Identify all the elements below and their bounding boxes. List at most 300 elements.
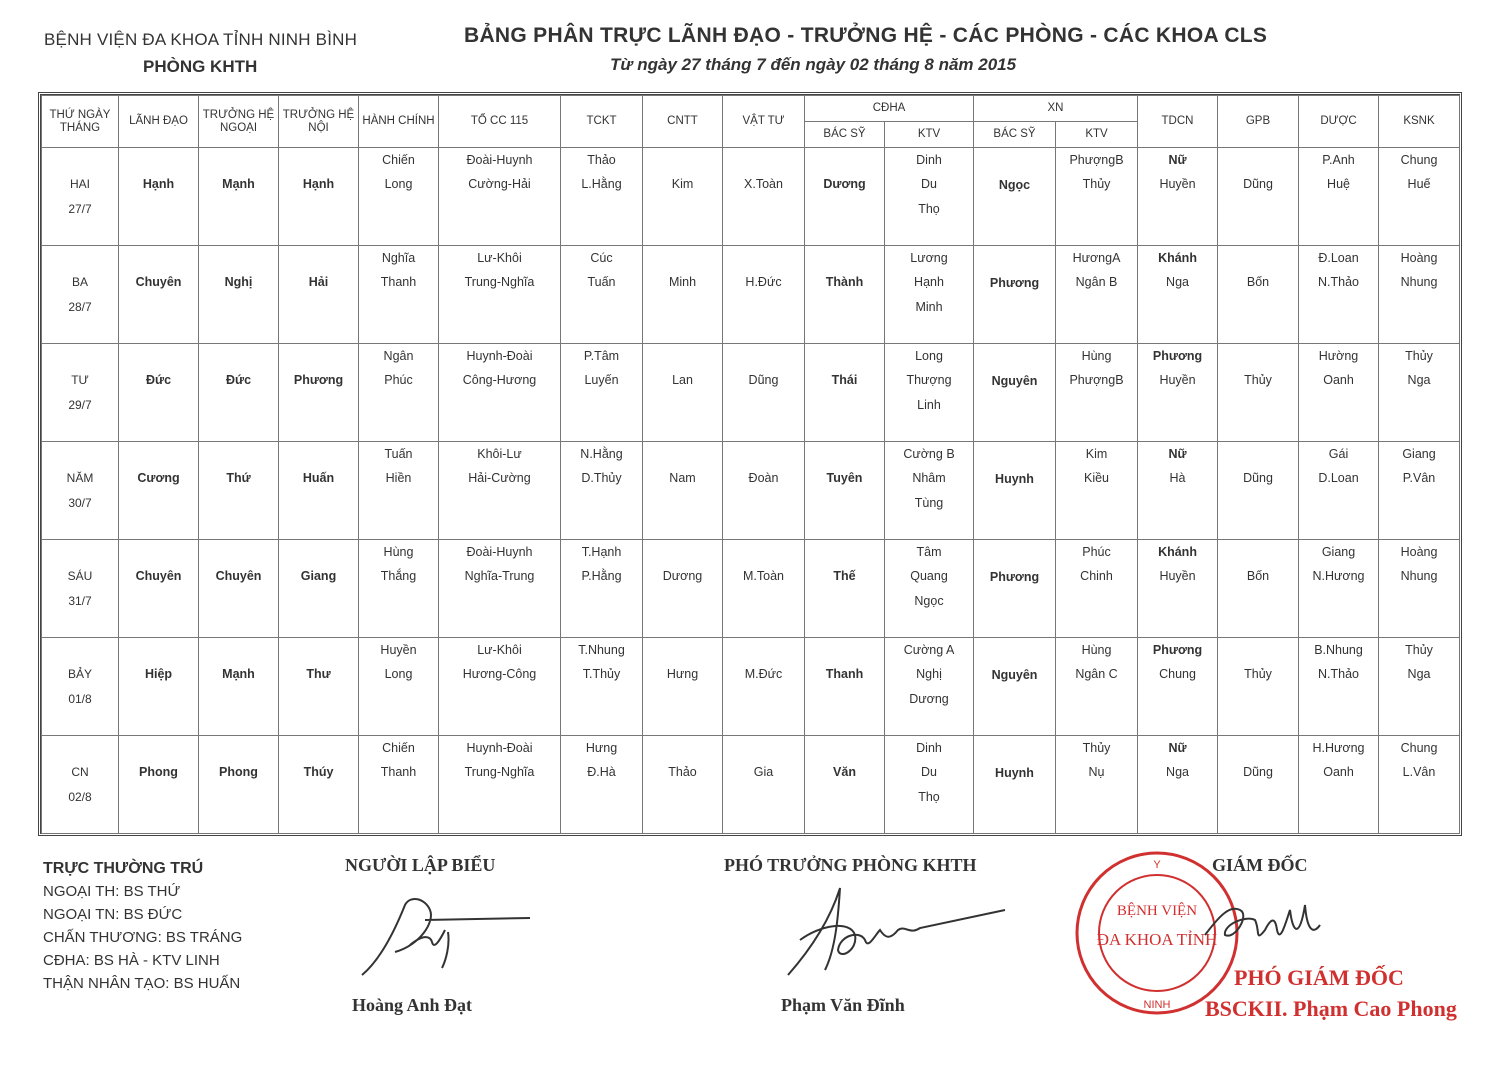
- tdcn-cell: Nữ: [1138, 148, 1218, 173]
- cc115-cell: Công-Hương: [439, 368, 561, 393]
- cntt-cell: [643, 344, 723, 369]
- table-row: [42, 809, 1460, 834]
- table-row: [42, 197, 1460, 222]
- cc115-cell: [439, 295, 561, 320]
- cc115-cell: Huynh-Đoài: [439, 736, 561, 761]
- cntt-cell: [643, 613, 723, 638]
- gpb-cell: Dũng: [1218, 760, 1299, 785]
- cntt-cell: [643, 295, 723, 320]
- admin-cell: Tuấn: [359, 442, 439, 467]
- cdha-doctor-cell: [805, 442, 885, 467]
- col-inner-head: TRƯỞNG HỆ NỘI: [279, 96, 359, 148]
- tdcn-cell: [1138, 393, 1218, 418]
- table-row: [42, 687, 1460, 712]
- gpb-cell: Bốn: [1218, 270, 1299, 295]
- leader-cell: [119, 638, 199, 663]
- outer-cell: [199, 613, 279, 638]
- cdha-doctor-cell: [805, 417, 885, 442]
- inner-cell: Thư: [279, 662, 359, 687]
- cdha-ktv-cell: Thượng: [885, 368, 974, 393]
- xn-ktv-cell: Thủy: [1056, 736, 1138, 761]
- tckt-cell: [561, 711, 643, 736]
- supply-cell: [723, 736, 805, 761]
- tckt-cell: [561, 491, 643, 516]
- col-admin: HÀNH CHÍNH: [359, 96, 439, 148]
- tdcn-cell: Chung: [1138, 662, 1218, 687]
- xn-doctor-cell: [974, 515, 1056, 540]
- gpb-cell: [1218, 197, 1299, 222]
- xn-ktv-cell: [1056, 197, 1138, 222]
- admin-cell: Hiền: [359, 466, 439, 491]
- tdcn-cell: [1138, 319, 1218, 344]
- ksnk-cell: Nga: [1379, 662, 1460, 687]
- ksnk-cell: [1379, 687, 1460, 712]
- ksnk-cell: Hoàng: [1379, 246, 1460, 271]
- gpb-cell: [1218, 540, 1299, 565]
- admin-cell: Long: [359, 662, 439, 687]
- cntt-cell: [643, 785, 723, 810]
- duoc-cell: B.Nhung: [1299, 638, 1379, 663]
- cdha-ktv-cell: Dinh: [885, 736, 974, 761]
- gpb-cell: [1218, 638, 1299, 663]
- cdha-doctor-cell: [805, 589, 885, 614]
- outer-cell: [199, 319, 279, 344]
- inner-cell: Huấn: [279, 466, 359, 491]
- xn-doctor-cell: Nguyên: [974, 638, 1056, 712]
- outer-cell: [199, 687, 279, 712]
- xn-doctor-cell: [974, 417, 1056, 442]
- cntt-cell: [643, 491, 723, 516]
- admin-cell: Chiến: [359, 148, 439, 173]
- outer-cell: [199, 638, 279, 663]
- ksnk-cell: Nhung: [1379, 270, 1460, 295]
- ksnk-cell: [1379, 197, 1460, 222]
- cdha-ktv-cell: Nhâm: [885, 466, 974, 491]
- ksnk-cell: Thủy: [1379, 344, 1460, 369]
- xn-ktv-cell: PhượngB: [1056, 148, 1138, 173]
- day-cell: [42, 221, 119, 246]
- xn-doctor-cell: [974, 711, 1056, 736]
- outer-cell: [199, 711, 279, 736]
- col-supply: VẬT TƯ: [723, 96, 805, 148]
- cntt-cell: Hưng: [643, 662, 723, 687]
- day-date: 28/7: [42, 295, 119, 320]
- deputy-head-name: Phạm Văn Đĩnh: [781, 995, 905, 1015]
- cdha-doctor-cell: [805, 613, 885, 638]
- leader-cell: [119, 515, 199, 540]
- supply-cell: [723, 687, 805, 712]
- gpb-cell: [1218, 344, 1299, 369]
- duoc-cell: H.Hương: [1299, 736, 1379, 761]
- gpb-cell: [1218, 417, 1299, 442]
- inner-cell: [279, 687, 359, 712]
- inner-cell: [279, 319, 359, 344]
- xn-doctor-cell: Ngọc: [974, 148, 1056, 222]
- ksnk-cell: [1379, 393, 1460, 418]
- xn-ktv-cell: [1056, 221, 1138, 246]
- col-ksnk: KSNK: [1379, 96, 1460, 148]
- day-date: 27/7: [42, 197, 119, 222]
- residency-title: TRỰC THƯỜNG TRÚ: [43, 860, 204, 877]
- xn-doctor-cell: Phương: [974, 246, 1056, 320]
- day-name: HAI: [42, 172, 119, 197]
- cntt-cell: [643, 589, 723, 614]
- outer-cell: Nghị: [199, 270, 279, 295]
- leader-cell: [119, 809, 199, 834]
- cdha-ktv-cell: Du: [885, 172, 974, 197]
- supply-cell: [723, 344, 805, 369]
- tckt-cell: [561, 393, 643, 418]
- cc115-cell: [439, 221, 561, 246]
- cc115-cell: Cường-Hải: [439, 172, 561, 197]
- supply-cell: Dũng: [723, 368, 805, 393]
- preparer-name: Hoàng Anh Đạt: [352, 995, 473, 1015]
- xn-doctor-cell: Nguyên: [974, 344, 1056, 418]
- cdha-doctor-cell: Dương: [805, 172, 885, 197]
- cc115-cell: Huynh-Đoài: [439, 344, 561, 369]
- xn-ktv-cell: Chinh: [1056, 564, 1138, 589]
- cc115-cell: Lư-Khôi: [439, 638, 561, 663]
- ksnk-cell: Chung: [1379, 148, 1460, 173]
- admin-cell: Chiến: [359, 736, 439, 761]
- cdha-doctor-cell: [805, 515, 885, 540]
- col-xn: XN: [974, 96, 1138, 122]
- col-xn-ktv: KTV: [1056, 122, 1138, 148]
- tckt-cell: P.Hằng: [561, 564, 643, 589]
- department-name: PHÒNG KHTH: [143, 57, 258, 76]
- table-row: [42, 785, 1460, 810]
- cdha-doctor-cell: [805, 295, 885, 320]
- tckt-cell: T.Thủy: [561, 662, 643, 687]
- duoc-cell: P.Anh: [1299, 148, 1379, 173]
- admin-cell: [359, 393, 439, 418]
- supply-cell: [723, 638, 805, 663]
- cdha-doctor-cell: [805, 393, 885, 418]
- xn-doctor-cell: [974, 809, 1056, 834]
- tdcn-cell: [1138, 221, 1218, 246]
- leader-cell: [119, 417, 199, 442]
- supply-cell: [723, 417, 805, 442]
- col-tdcn: TDCN: [1138, 96, 1218, 148]
- leader-cell: Cương: [119, 466, 199, 491]
- table-row: [42, 319, 1460, 344]
- duoc-cell: Hường: [1299, 344, 1379, 369]
- ksnk-cell: Huế: [1379, 172, 1460, 197]
- col-duoc: DƯỢC: [1299, 96, 1379, 148]
- cc115-cell: [439, 319, 561, 344]
- outer-cell: [199, 221, 279, 246]
- admin-cell: Nghĩa: [359, 246, 439, 271]
- tckt-cell: Đ.Hà: [561, 760, 643, 785]
- day-name: TƯ: [42, 368, 119, 393]
- cc115-cell: [439, 589, 561, 614]
- admin-cell: [359, 515, 439, 540]
- inner-cell: Hải: [279, 270, 359, 295]
- col-cdha: CĐHA: [805, 96, 974, 122]
- cc115-cell: [439, 613, 561, 638]
- xn-ktv-cell: Phúc: [1056, 540, 1138, 565]
- tdcn-cell: [1138, 687, 1218, 712]
- duoc-cell: Oanh: [1299, 760, 1379, 785]
- gpb-cell: [1218, 295, 1299, 320]
- tckt-cell: [561, 613, 643, 638]
- tdcn-cell: [1138, 613, 1218, 638]
- col-tckt: TCKT: [561, 96, 643, 148]
- table-row: [42, 491, 1460, 516]
- cdha-doctor-cell: [805, 540, 885, 565]
- gpb-cell: [1218, 491, 1299, 516]
- tckt-cell: [561, 687, 643, 712]
- ksnk-cell: Nga: [1379, 368, 1460, 393]
- cdha-doctor-cell: Thành: [805, 270, 885, 295]
- cdha-ktv-cell: Tâm: [885, 540, 974, 565]
- inner-cell: [279, 221, 359, 246]
- ksnk-cell: Thủy: [1379, 638, 1460, 663]
- table-row: [42, 148, 1460, 173]
- xn-ktv-cell: [1056, 785, 1138, 810]
- leader-cell: [119, 785, 199, 810]
- cntt-cell: [643, 638, 723, 663]
- supply-cell: H.Đức: [723, 270, 805, 295]
- inner-cell: Phương: [279, 368, 359, 393]
- xn-ktv-cell: Kiều: [1056, 466, 1138, 491]
- duoc-cell: [1299, 711, 1379, 736]
- day-date: 30/7: [42, 491, 119, 516]
- cntt-cell: [643, 319, 723, 344]
- xn-doctor-cell: Huynh: [974, 736, 1056, 810]
- day-date: 31/7: [42, 589, 119, 614]
- admin-cell: Thắng: [359, 564, 439, 589]
- leader-cell: [119, 613, 199, 638]
- table-header: [42, 96, 1460, 148]
- leader-cell: [119, 540, 199, 565]
- xn-doctor-cell: Phương: [974, 540, 1056, 614]
- cc115-cell: [439, 711, 561, 736]
- table-row: [42, 564, 1460, 589]
- admin-cell: [359, 589, 439, 614]
- col-cc115: TỔ CC 115: [439, 96, 561, 148]
- leader-cell: [119, 393, 199, 418]
- day-cell: [42, 736, 119, 761]
- cc115-cell: Trung-Nghĩa: [439, 760, 561, 785]
- cdha-doctor-cell: [805, 491, 885, 516]
- leader-cell: Hạnh: [119, 172, 199, 197]
- leader-cell: [119, 344, 199, 369]
- duoc-cell: Huệ: [1299, 172, 1379, 197]
- day-name: BẢY: [42, 662, 119, 687]
- cc115-cell: Hải-Cường: [439, 466, 561, 491]
- inner-cell: [279, 491, 359, 516]
- admin-cell: Ngân: [359, 344, 439, 369]
- gpb-cell: [1218, 515, 1299, 540]
- ksnk-cell: P.Vân: [1379, 466, 1460, 491]
- cdha-ktv-cell: [885, 613, 974, 638]
- cdha-ktv-cell: Cường B: [885, 442, 974, 467]
- cdha-doctor-cell: [805, 809, 885, 834]
- cntt-cell: Lan: [643, 368, 723, 393]
- gpb-cell: [1218, 319, 1299, 344]
- supply-cell: [723, 809, 805, 834]
- outer-cell: [199, 344, 279, 369]
- document-subtitle: Từ ngày 27 tháng 7 đến ngày 02 tháng 8 năm 2015: [610, 55, 1017, 74]
- gpb-cell: Bốn: [1218, 564, 1299, 589]
- xn-doctor-cell: [974, 613, 1056, 638]
- cntt-cell: Nam: [643, 466, 723, 491]
- cdha-ktv-cell: Thọ: [885, 785, 974, 810]
- day-date: 29/7: [42, 393, 119, 418]
- ksnk-cell: [1379, 515, 1460, 540]
- day-cell: [42, 344, 119, 369]
- cdha-ktv-cell: [885, 515, 974, 540]
- gpb-cell: [1218, 246, 1299, 271]
- day-name: SÁU: [42, 564, 119, 589]
- ksnk-cell: Giang: [1379, 442, 1460, 467]
- gpb-cell: [1218, 687, 1299, 712]
- supply-cell: [723, 442, 805, 467]
- inner-cell: [279, 393, 359, 418]
- tckt-cell: Thảo: [561, 148, 643, 173]
- supply-cell: M.Đức: [723, 662, 805, 687]
- cdha-doctor-cell: [805, 221, 885, 246]
- outer-cell: [199, 540, 279, 565]
- gpb-cell: Dũng: [1218, 172, 1299, 197]
- cntt-cell: [643, 809, 723, 834]
- cdha-doctor-cell: Tuyên: [805, 466, 885, 491]
- table-row: [42, 760, 1460, 785]
- duoc-cell: N.Thảo: [1299, 662, 1379, 687]
- leader-cell: Phong: [119, 760, 199, 785]
- tdcn-cell: Phương: [1138, 638, 1218, 663]
- table-row: [42, 466, 1460, 491]
- cc115-cell: Khôi-Lư: [439, 442, 561, 467]
- col-xn-doctor: BÁC SỸ: [974, 122, 1056, 148]
- svg-text:Y: Y: [1153, 859, 1161, 871]
- inner-cell: [279, 613, 359, 638]
- table-row: [42, 638, 1460, 663]
- tckt-cell: D.Thủy: [561, 466, 643, 491]
- ksnk-cell: [1379, 417, 1460, 442]
- leader-cell: [119, 491, 199, 516]
- supply-cell: [723, 613, 805, 638]
- table-row: [42, 246, 1460, 271]
- outer-cell: [199, 295, 279, 320]
- tdcn-cell: [1138, 197, 1218, 222]
- duoc-cell: [1299, 491, 1379, 516]
- xn-ktv-cell: [1056, 393, 1138, 418]
- leader-cell: [119, 589, 199, 614]
- gpb-cell: Dũng: [1218, 466, 1299, 491]
- cdha-ktv-cell: Linh: [885, 393, 974, 418]
- cc115-cell: [439, 785, 561, 810]
- admin-cell: [359, 491, 439, 516]
- cdha-ktv-cell: Quang: [885, 564, 974, 589]
- duoc-cell: Gái: [1299, 442, 1379, 467]
- residency-line: NGOẠI TH: BS THỨ: [43, 883, 181, 900]
- admin-cell: [359, 295, 439, 320]
- xn-ktv-cell: [1056, 491, 1138, 516]
- ksnk-cell: Chung: [1379, 736, 1460, 761]
- cdha-doctor-cell: [805, 687, 885, 712]
- svg-text:NINH: NINH: [1143, 999, 1171, 1011]
- preparer-title: NGƯỜI LẬP BIỂU: [345, 855, 496, 875]
- tdcn-cell: [1138, 785, 1218, 810]
- duoc-cell: [1299, 197, 1379, 222]
- inner-cell: [279, 736, 359, 761]
- xn-doctor-cell: [974, 221, 1056, 246]
- gpb-cell: [1218, 613, 1299, 638]
- duoc-cell: Giang: [1299, 540, 1379, 565]
- xn-doctor-cell: Huynh: [974, 442, 1056, 516]
- admin-cell: [359, 687, 439, 712]
- xn-ktv-cell: [1056, 417, 1138, 442]
- duoc-cell: [1299, 589, 1379, 614]
- tdcn-cell: Nữ: [1138, 442, 1218, 467]
- tckt-cell: [561, 515, 643, 540]
- leader-cell: [119, 687, 199, 712]
- table-row: [42, 540, 1460, 565]
- ksnk-cell: L.Vân: [1379, 760, 1460, 785]
- ksnk-cell: [1379, 785, 1460, 810]
- cdha-ktv-cell: Cường A: [885, 638, 974, 663]
- tdcn-cell: [1138, 417, 1218, 442]
- outer-cell: [199, 442, 279, 467]
- leader-cell: [119, 295, 199, 320]
- cntt-cell: Minh: [643, 270, 723, 295]
- table-row: [42, 442, 1460, 467]
- cdha-ktv-cell: Minh: [885, 295, 974, 320]
- xn-ktv-cell: Thủy: [1056, 172, 1138, 197]
- duoc-cell: [1299, 785, 1379, 810]
- table-row: [42, 613, 1460, 638]
- cdha-ktv-cell: [885, 319, 974, 344]
- xn-ktv-cell: [1056, 687, 1138, 712]
- tdcn-cell: Khánh: [1138, 246, 1218, 271]
- duoc-cell: [1299, 613, 1379, 638]
- day-cell: [42, 711, 119, 736]
- cdha-ktv-cell: [885, 417, 974, 442]
- supply-cell: Đoàn: [723, 466, 805, 491]
- duoc-cell: [1299, 687, 1379, 712]
- supply-cell: [723, 491, 805, 516]
- duoc-cell: D.Loan: [1299, 466, 1379, 491]
- tdcn-cell: [1138, 809, 1218, 834]
- cc115-cell: Đoài-Huynh: [439, 540, 561, 565]
- col-cdha-ktv: KTV: [885, 122, 974, 148]
- tdcn-cell: [1138, 295, 1218, 320]
- cntt-cell: [643, 687, 723, 712]
- day-cell: [42, 148, 119, 173]
- table-row: [42, 589, 1460, 614]
- cdha-doctor-cell: Thanh: [805, 662, 885, 687]
- tckt-cell: T.Nhung: [561, 638, 643, 663]
- admin-cell: Long: [359, 172, 439, 197]
- tckt-cell: Cúc: [561, 246, 643, 271]
- table-body: [42, 148, 1460, 834]
- gpb-cell: [1218, 785, 1299, 810]
- tdcn-cell: Hà: [1138, 466, 1218, 491]
- xn-ktv-cell: Hùng: [1056, 638, 1138, 663]
- cdha-doctor-cell: [805, 246, 885, 271]
- xn-ktv-cell: [1056, 295, 1138, 320]
- admin-cell: Huyền: [359, 638, 439, 663]
- hospital-name: BỆNH VIỆN ĐA KHOA TỈNH NINH BÌNH: [44, 30, 358, 49]
- table-row: [42, 172, 1460, 197]
- tdcn-cell: [1138, 491, 1218, 516]
- cntt-cell: [643, 221, 723, 246]
- tdcn-cell: Huyền: [1138, 172, 1218, 197]
- col-outer-head: TRƯỞNG HỆ NGOẠI: [199, 96, 279, 148]
- leader-cell: [119, 711, 199, 736]
